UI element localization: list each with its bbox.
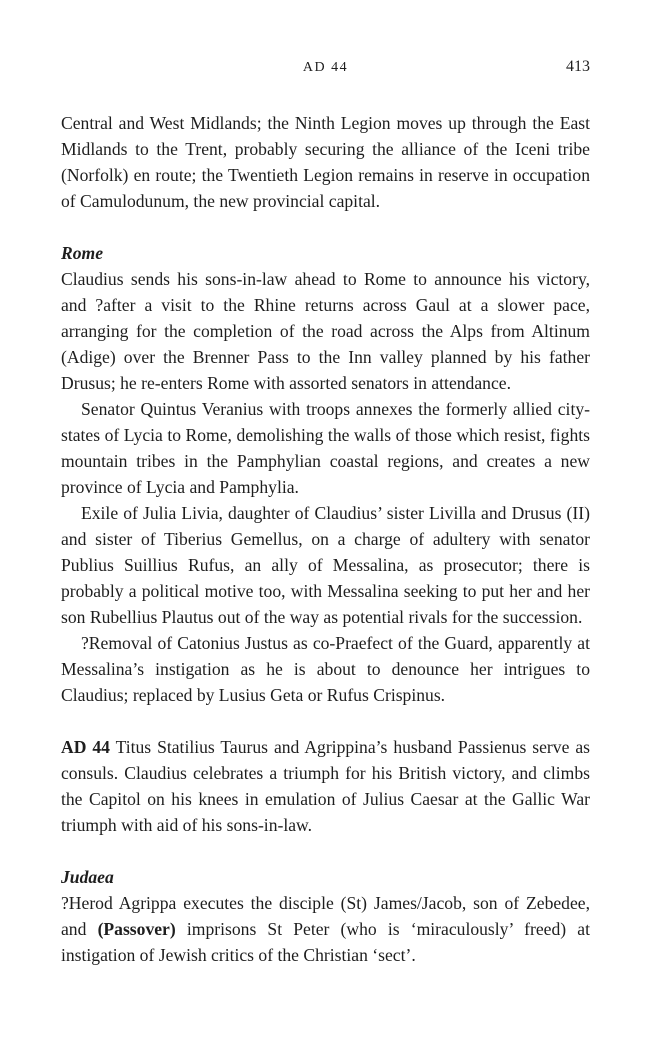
year-entry-text: Titus Statilius Taurus and Agrippina’s husband Passienus serve as consuls. Claudius celebrates a triumph for his British victory, and climbs the Capitol on his knees in emulation of Julius Caesar at the Gallic War triumph with aid of his sons-in-law.	[61, 737, 590, 835]
year-number: 44	[92, 737, 110, 757]
year-label: AD	[61, 737, 87, 757]
judaea-text-start: ?Herod Agrippa executes the disciple (St) James/Jacob, son of Zebedee, and	[61, 893, 590, 939]
paragraph-rome-julia-livia: Exile of Julia Livia, daughter of Claudius’ sister Livilla and Drusus (II) and sister of Tiberius Gemellus, on a charge of adultery with senator Publius Suillius Rufus, an ally of Messalina, as prosecutor; there is probably a political motive too, with Messalina seeking to put her and her son Rubellius Plautus out of the way as potential rivals for the succession.	[61, 503, 590, 627]
body-text	[61, 110, 590, 968]
year-entry-ad-44	[61, 734, 590, 838]
paragraph-continuation: Central and West Midlands; the Ninth Legion moves up through the East Midlands to the Trent, probably securing the alliance of the Iceni tribe (Norfolk) en route; the Twentieth Legion remains in reserve in occupation of Camulodunum, the new provincial capital.	[61, 113, 590, 211]
passover-marker: (Passover)	[97, 919, 176, 939]
paragraph-judaea	[61, 890, 590, 968]
page-number: 413	[566, 58, 590, 75]
section-heading-rome: Rome	[61, 243, 104, 263]
paragraph-rome-catonius: ?Removal of Catonius Justus as co-Praefect of the Guard, apparently at Messalina’s instigation as he is about to denounce her intrigues to Claudius; replaced by Lusius Geta or Rufus Crispinus.	[61, 633, 590, 705]
judaea-text-end: imprisons St Peter (who is ‘miraculously’ freed) at instigation of Jewish critics of the Christian ‘sect’.	[61, 919, 590, 965]
section-heading-judaea: Judaea	[61, 867, 114, 887]
paragraph-rome-claudius: Claudius sends his sons-in-law ahead to Rome to announce his victory, and ?after a visit to the Rhine returns across Gaul at a slower pace, arranging for the completion of the road across the Alps from Altinum (Adige) over the Brenner Pass to the Inn valley planned by his father Drusus; he re-enters Rome with assorted senators in attendance.	[61, 269, 590, 393]
running-title: AD 44	[302, 60, 349, 75]
paragraph-rome-veranius: Senator Quintus Veranius with troops annexes the formerly allied city-states of Lycia to Rome, demolishing the walls of those which resist, fights mountain tribes in the Pamphylian coastal regions, and creates a new province of Lycia and Pamphylia.	[61, 399, 590, 497]
running-head	[61, 58, 590, 80]
